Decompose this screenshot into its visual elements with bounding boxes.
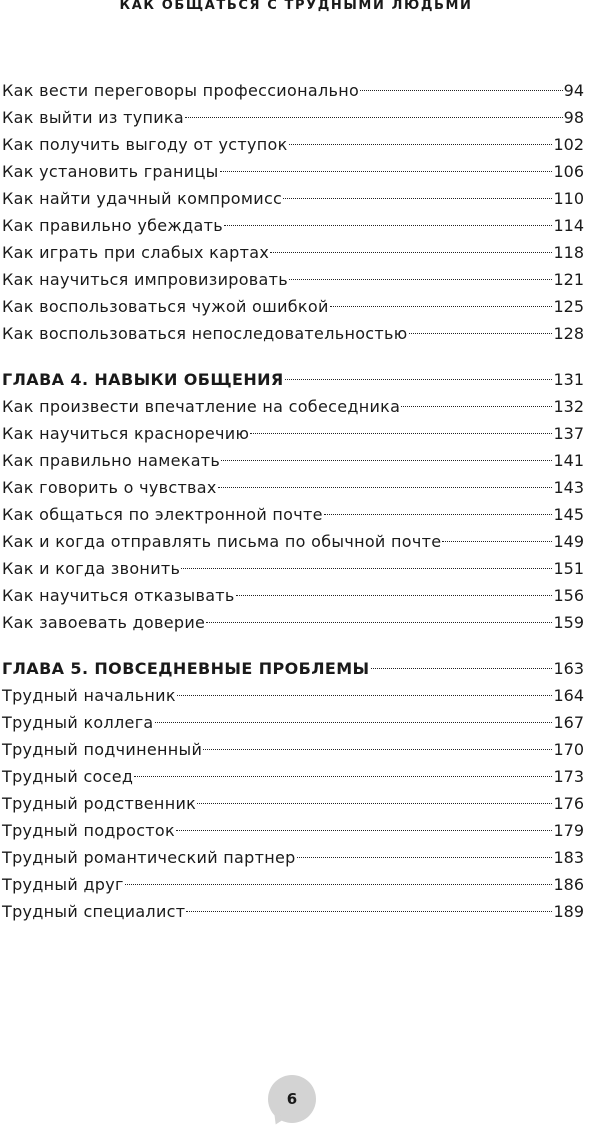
dot-leader (125, 884, 553, 885)
toc-entry-page: 179 (553, 821, 584, 840)
toc-entry[interactable] (2, 528, 584, 555)
toc-entry-page: 132 (553, 397, 584, 416)
chapter-title: ГЛАВА 4. НАВЫКИ ОБЩЕНИЯ (2, 370, 284, 389)
dot-leader (155, 722, 553, 723)
dot-leader (289, 279, 552, 280)
toc-entry-title: Трудный сосед (2, 767, 134, 786)
page-number: 6 (286, 1090, 298, 1108)
toc-entry[interactable] (2, 582, 584, 609)
toc-entry-title: Как и когда звонить (2, 559, 181, 578)
dot-leader (371, 668, 553, 669)
page-number-badge (268, 1075, 316, 1123)
toc-entry[interactable] (2, 320, 584, 347)
toc-entry[interactable] (2, 131, 584, 158)
toc-entry[interactable] (2, 763, 584, 790)
dot-leader (360, 90, 563, 91)
toc-entry-title: Как играть при слабых картах (2, 243, 270, 262)
dot-leader (270, 252, 552, 253)
toc-entry-title: Как произвести впечатление на собеседника (2, 397, 401, 416)
toc-entry-title: Как общаться по электронной почте (2, 505, 323, 524)
toc-entry-page: 149 (553, 532, 584, 551)
toc-entry[interactable] (2, 555, 584, 582)
dot-leader (197, 803, 552, 804)
toc-entry[interactable] (2, 185, 584, 212)
toc-entry-title: Как говорить о чувствах (2, 478, 217, 497)
dot-leader (220, 171, 553, 172)
toc-entry[interactable] (2, 501, 584, 528)
toc-entry-title: Трудный специалист (2, 902, 186, 921)
toc-entry[interactable] (2, 266, 584, 293)
toc-entry-title: Трудный начальник (2, 686, 176, 705)
dot-leader (330, 306, 553, 307)
toc-entry-page: 143 (553, 478, 584, 497)
toc-entry-page: 94 (563, 81, 584, 100)
toc-entry-page: 167 (553, 713, 584, 732)
chapter-page: 131 (553, 370, 584, 389)
toc-entry[interactable] (2, 447, 584, 474)
toc-entry-title: Как научиться импровизировать (2, 270, 288, 289)
dot-leader (224, 225, 552, 226)
toc-entry-title: Трудный друг (2, 875, 124, 894)
toc-entry-page: 141 (553, 451, 584, 470)
toc-entry[interactable] (2, 736, 584, 763)
toc-entry-page: 121 (553, 270, 584, 289)
toc-entry-title: Как правильно намекать (2, 451, 221, 470)
running-head: КАК ОБЩАТЬСЯ С ТРУДНЫМИ ЛЮДЬМИ (119, 0, 473, 13)
dot-leader (181, 568, 552, 569)
toc-entry-page: 102 (553, 135, 584, 154)
toc-entry-title: Как воспользоваться чужой ошибкой (2, 297, 329, 316)
toc-entry-title: Как получить выгоду от уступок (2, 135, 288, 154)
toc-entry-title: Трудный романтический партнер (2, 848, 296, 867)
toc-entry-page: 128 (553, 324, 584, 343)
dot-leader (186, 911, 552, 912)
dot-leader (176, 830, 552, 831)
dot-leader (185, 117, 563, 118)
toc-entry[interactable] (2, 682, 584, 709)
toc-entry-page: 145 (553, 505, 584, 524)
chapter-page: 163 (553, 659, 584, 678)
toc-entry-page: 183 (553, 848, 584, 867)
toc-entry[interactable] (2, 790, 584, 817)
dot-leader (297, 857, 553, 858)
toc-chapter-4[interactable] (2, 366, 584, 393)
toc-entry-page: 106 (553, 162, 584, 181)
toc-entry-title: Как научиться красноречию (2, 424, 250, 443)
toc-entry-title: Как найти удачный компромисс (2, 189, 283, 208)
toc-entry-page: 151 (553, 559, 584, 578)
toc-entry-page: 176 (553, 794, 584, 813)
dot-leader (289, 144, 553, 145)
dot-leader (409, 333, 553, 334)
toc-entry[interactable] (2, 898, 584, 925)
toc-entry[interactable] (2, 817, 584, 844)
toc-entry[interactable] (2, 420, 584, 447)
toc-entry[interactable] (2, 393, 584, 420)
toc-entry-title: Как научиться отказывать (2, 586, 235, 605)
toc-entry[interactable] (2, 709, 584, 736)
toc-entry-title: Трудный родственник (2, 794, 197, 813)
toc-entry-page: 164 (553, 686, 584, 705)
dot-leader (206, 622, 552, 623)
toc-entry-title: Трудный коллега (2, 713, 154, 732)
dot-leader (285, 379, 553, 380)
toc-entry-page: 137 (553, 424, 584, 443)
toc-entry[interactable] (2, 239, 584, 266)
toc-entry-title: Как и когда отправлять письма по обычной почте (2, 532, 442, 551)
dot-leader (283, 198, 552, 199)
dot-leader (221, 460, 552, 461)
toc-entry-page: 114 (553, 216, 584, 235)
dot-leader (236, 595, 553, 596)
toc-entry-page: 159 (553, 613, 584, 632)
toc-entry-page: 98 (563, 108, 584, 127)
toc-entry-title: Как выйти из тупика (2, 108, 184, 127)
dot-leader (250, 433, 552, 434)
toc-entry[interactable] (2, 158, 584, 185)
toc-entry[interactable] (2, 844, 584, 871)
dot-leader (324, 514, 553, 515)
toc-entry[interactable] (2, 293, 584, 320)
toc-entry-title: Как правильно убеждать (2, 216, 223, 235)
dot-leader (401, 406, 552, 407)
dot-leader (442, 541, 552, 542)
toc-section-2 (2, 366, 584, 636)
toc-entry[interactable] (2, 77, 584, 104)
toc-entry-page: 173 (553, 767, 584, 786)
toc-entry[interactable] (2, 474, 584, 501)
toc-chapter-5[interactable] (2, 655, 584, 682)
toc-entry[interactable] (2, 104, 584, 131)
dot-leader (218, 487, 553, 488)
toc-entry[interactable] (2, 871, 584, 898)
toc-entry-title: Как воспользоваться непоследовательностью (2, 324, 408, 343)
toc-entry-title: Как вести переговоры профессионально (2, 81, 360, 100)
toc-section-3 (2, 655, 584, 925)
toc-entry[interactable] (2, 212, 584, 239)
toc-entry-page: 118 (553, 243, 584, 262)
toc-entry-page: 110 (553, 189, 584, 208)
chapter-title: ГЛАВА 5. ПОВСЕДНЕВНЫЕ ПРОБЛЕМЫ (2, 659, 370, 678)
toc-entry-title: Трудный подросток (2, 821, 175, 840)
toc-entry-title: Трудный подчиненный (2, 740, 203, 759)
dot-leader (203, 749, 552, 750)
toc-section-1 (2, 77, 584, 347)
toc-entry-page: 125 (553, 297, 584, 316)
toc-entry-title: Как завоевать доверие (2, 613, 206, 632)
toc-entry-title: Как установить границы (2, 162, 219, 181)
dot-leader (134, 776, 552, 777)
toc-entry[interactable] (2, 609, 584, 636)
toc-entry-page: 189 (553, 902, 584, 921)
toc-entry-page: 156 (553, 586, 584, 605)
dot-leader (177, 695, 553, 696)
toc-entry-page: 170 (553, 740, 584, 759)
toc-entry-page: 186 (553, 875, 584, 894)
